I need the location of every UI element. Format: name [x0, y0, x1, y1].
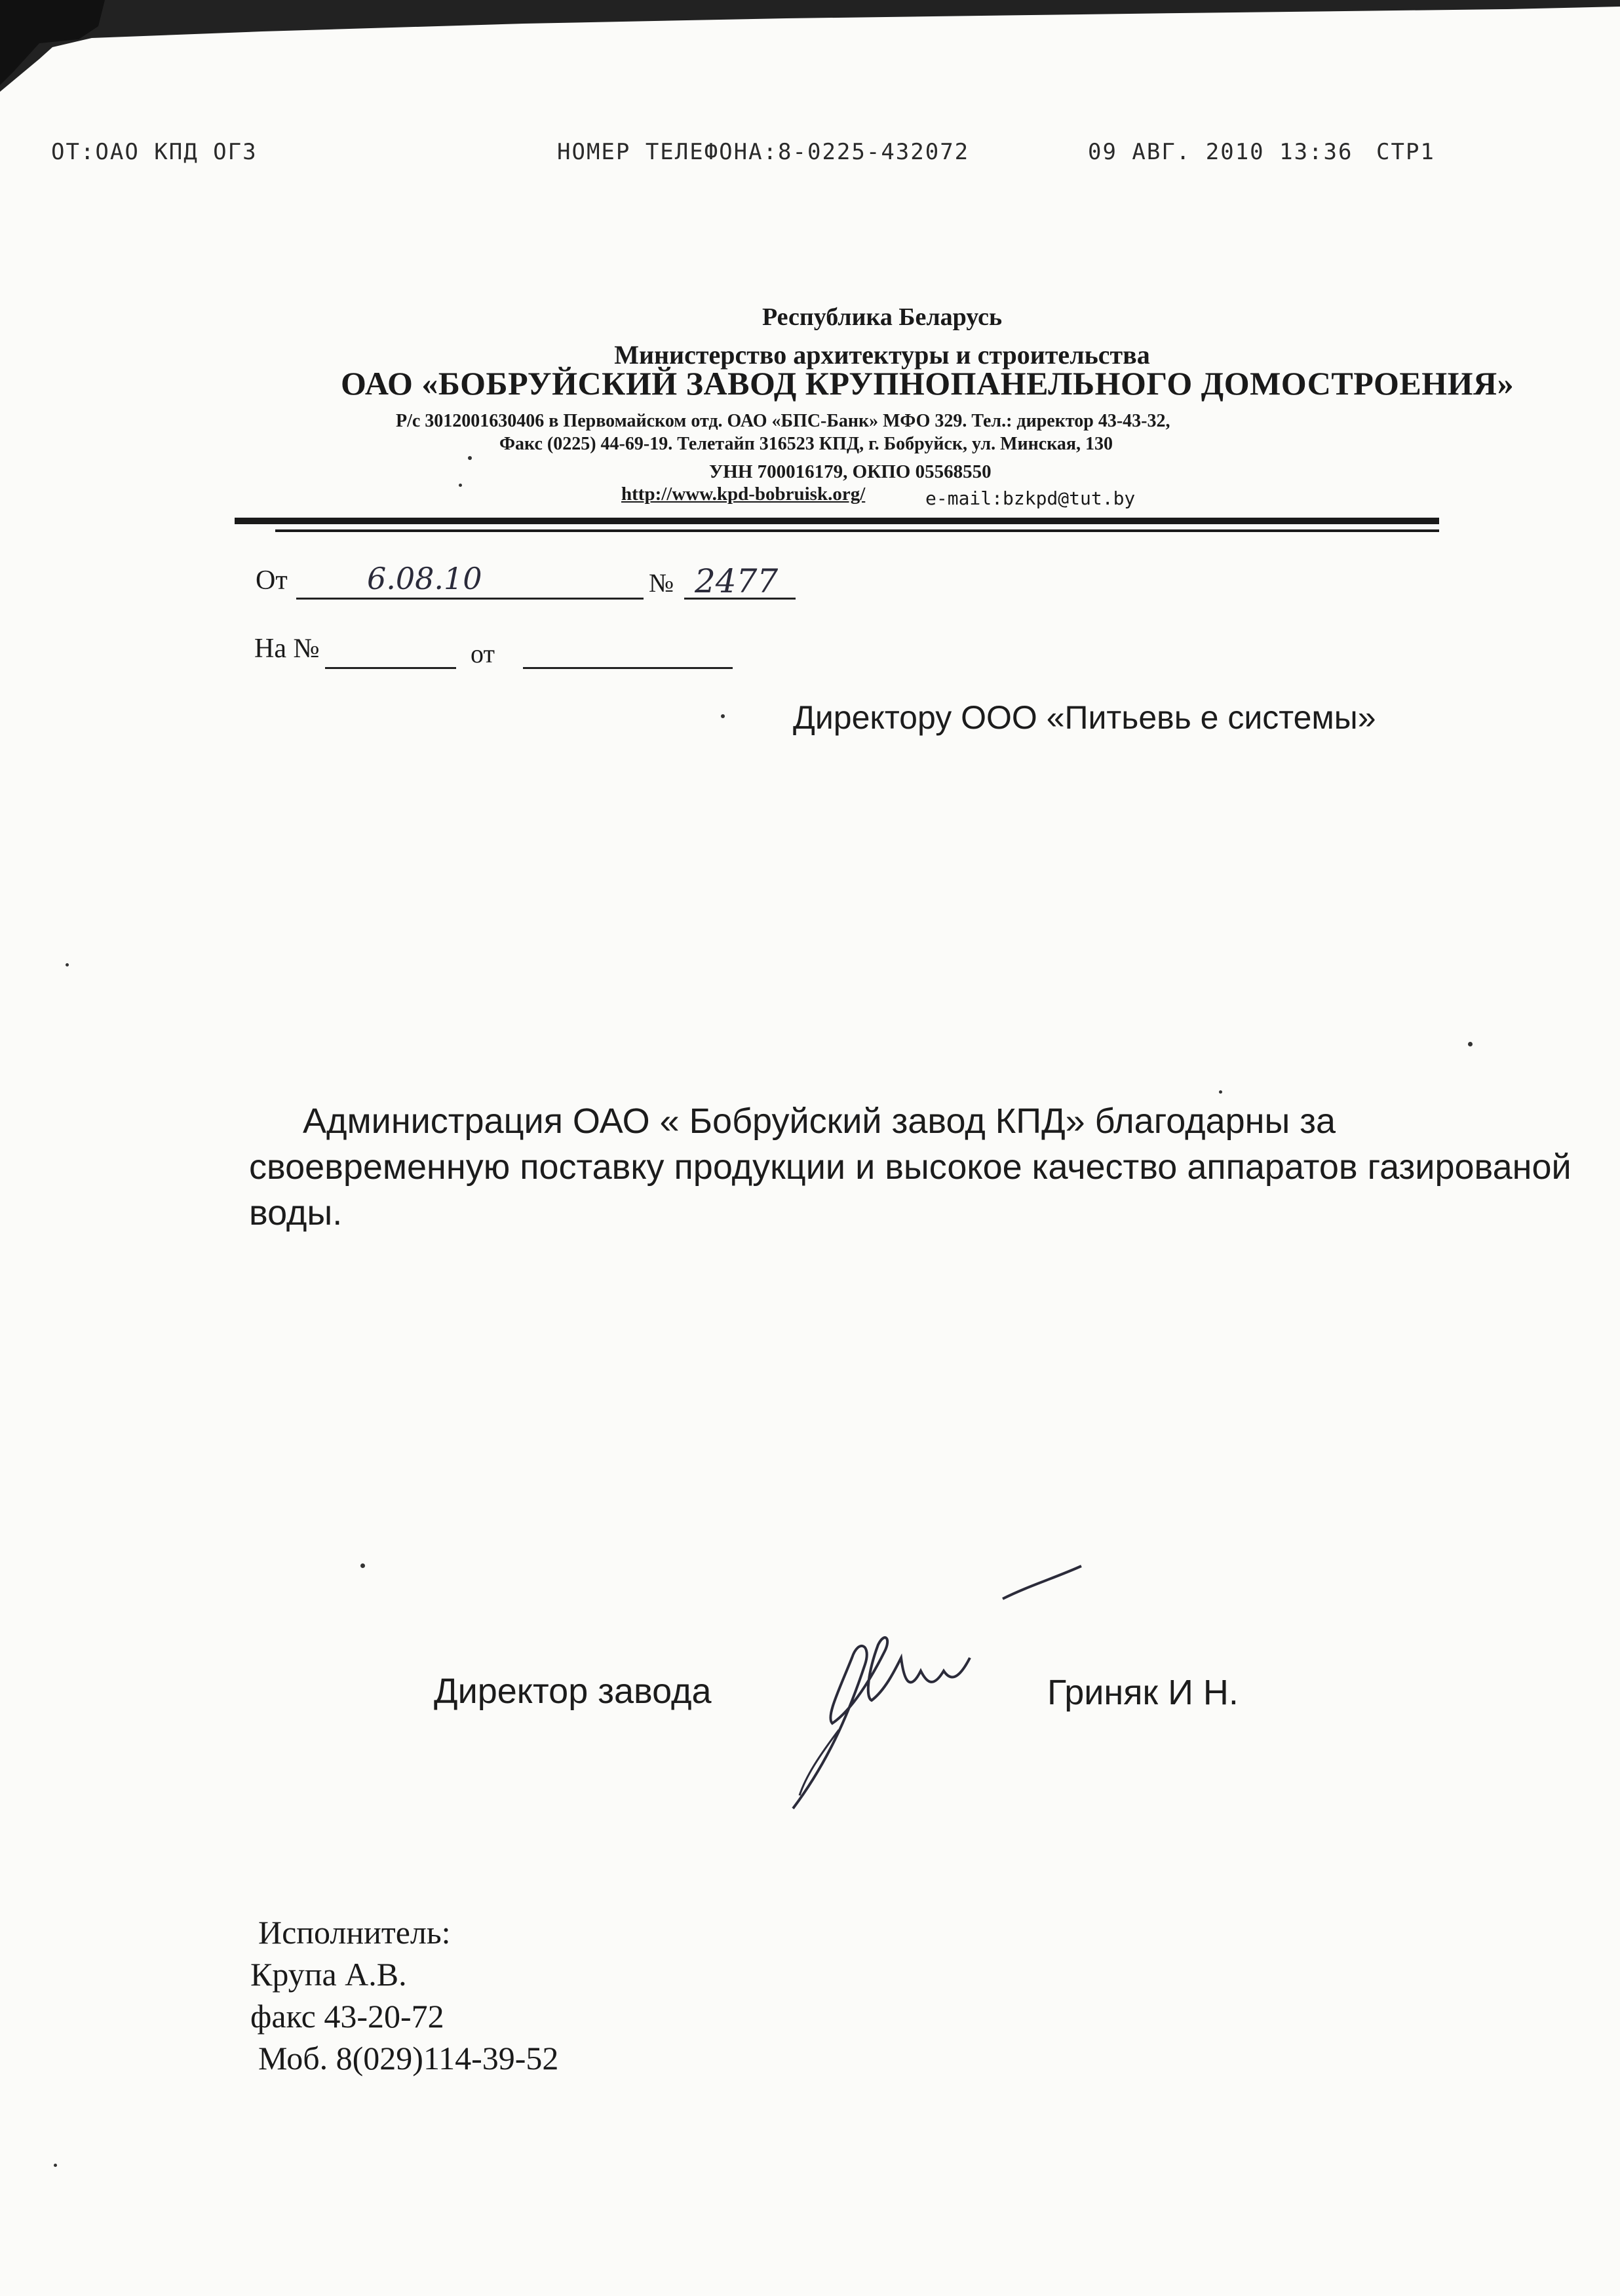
scan-speck [1219, 1090, 1222, 1094]
ref-number-handwritten: 2477 [695, 562, 779, 600]
scan-speck [54, 2164, 57, 2167]
letterhead-fax-line: Факс (0225) 44-69-19. Телетайп 316523 КПД, г. Бобруйск, ул. Минская, 130 [499, 434, 1113, 454]
letterhead-website[interactable]: http://www.kpd-bobruisk.org/ [621, 484, 866, 505]
ref-number-label: № [649, 568, 674, 598]
executor-fax: факс 43-20-72 [250, 1998, 444, 2035]
body-line-2: своевременную поставку продукции и высокое качество аппаратов газированой [249, 1147, 1572, 1187]
executor-name: Крупа А.В. [250, 1956, 407, 1993]
addressee: Директору ООО «Питьевь е системы» [793, 699, 1376, 736]
letterhead-rule-thin [275, 529, 1439, 532]
letterhead-company: ОАО «БОБРУЙСКИЙ ЗАВОД КРУПНОПАНЕЛЬНОГО ДОМОСТРОЕНИЯ» [341, 365, 1514, 402]
ref-date-line [296, 598, 644, 600]
fax-page: СТР1 [1376, 139, 1435, 165]
ref-reply-date-line [523, 667, 733, 669]
scan-speck [468, 456, 472, 460]
letterhead-bank-line: Р/с 3012001630406 в Первомайском отд. ОАО «БПС-Банк» МФО 329. Тел.: директор 43-43-32, [396, 411, 1170, 431]
scan-speck [360, 1563, 365, 1568]
scan-speck [66, 963, 69, 966]
fax-phone: НОМЕР ТЕЛЕФОНА:8-0225-432072 [557, 139, 970, 165]
executor-label: Исполнитель: [258, 1914, 451, 1951]
body-line-3: воды. [249, 1193, 343, 1233]
handwritten-signature [754, 1559, 1094, 1822]
scan-edge-shadow [0, 0, 1620, 92]
ref-reply-from-label: от [471, 639, 495, 668]
fax-datetime: 09 АВГ. 2010 13:36 [1088, 139, 1353, 165]
executor-mobile: Моб. 8(029)114-39-52 [258, 2040, 559, 2076]
body-line-1: Администрация ОАО « Бобруйский завод КПД» благодарны за [303, 1101, 1336, 1141]
scan-speck [1468, 1042, 1473, 1046]
letterhead-country: Республика Беларусь [762, 303, 1003, 331]
ref-reply-label: На № [254, 634, 320, 664]
signer-name: Гриняк И Н. [1047, 1673, 1239, 1712]
scan-speck [721, 714, 725, 718]
fax-from: ОТ:ОАО КПД ОГЗ [51, 139, 258, 165]
ref-reply-number-line [325, 667, 456, 669]
letterhead-ministry: Министерство архитектуры и строительства [614, 340, 1150, 370]
ref-from-label: От [256, 565, 288, 596]
letterhead-email[interactable]: e-mail:bzkpd@tut.by [925, 488, 1136, 509]
letterhead-rule-thick [235, 518, 1439, 524]
letterhead-ids: УНН 700016179, ОКПО 05568550 [709, 461, 992, 482]
ref-date-handwritten: 6.08.10 [367, 561, 482, 596]
scan-speck [459, 484, 462, 487]
signer-title: Директор завода [434, 1672, 712, 1711]
